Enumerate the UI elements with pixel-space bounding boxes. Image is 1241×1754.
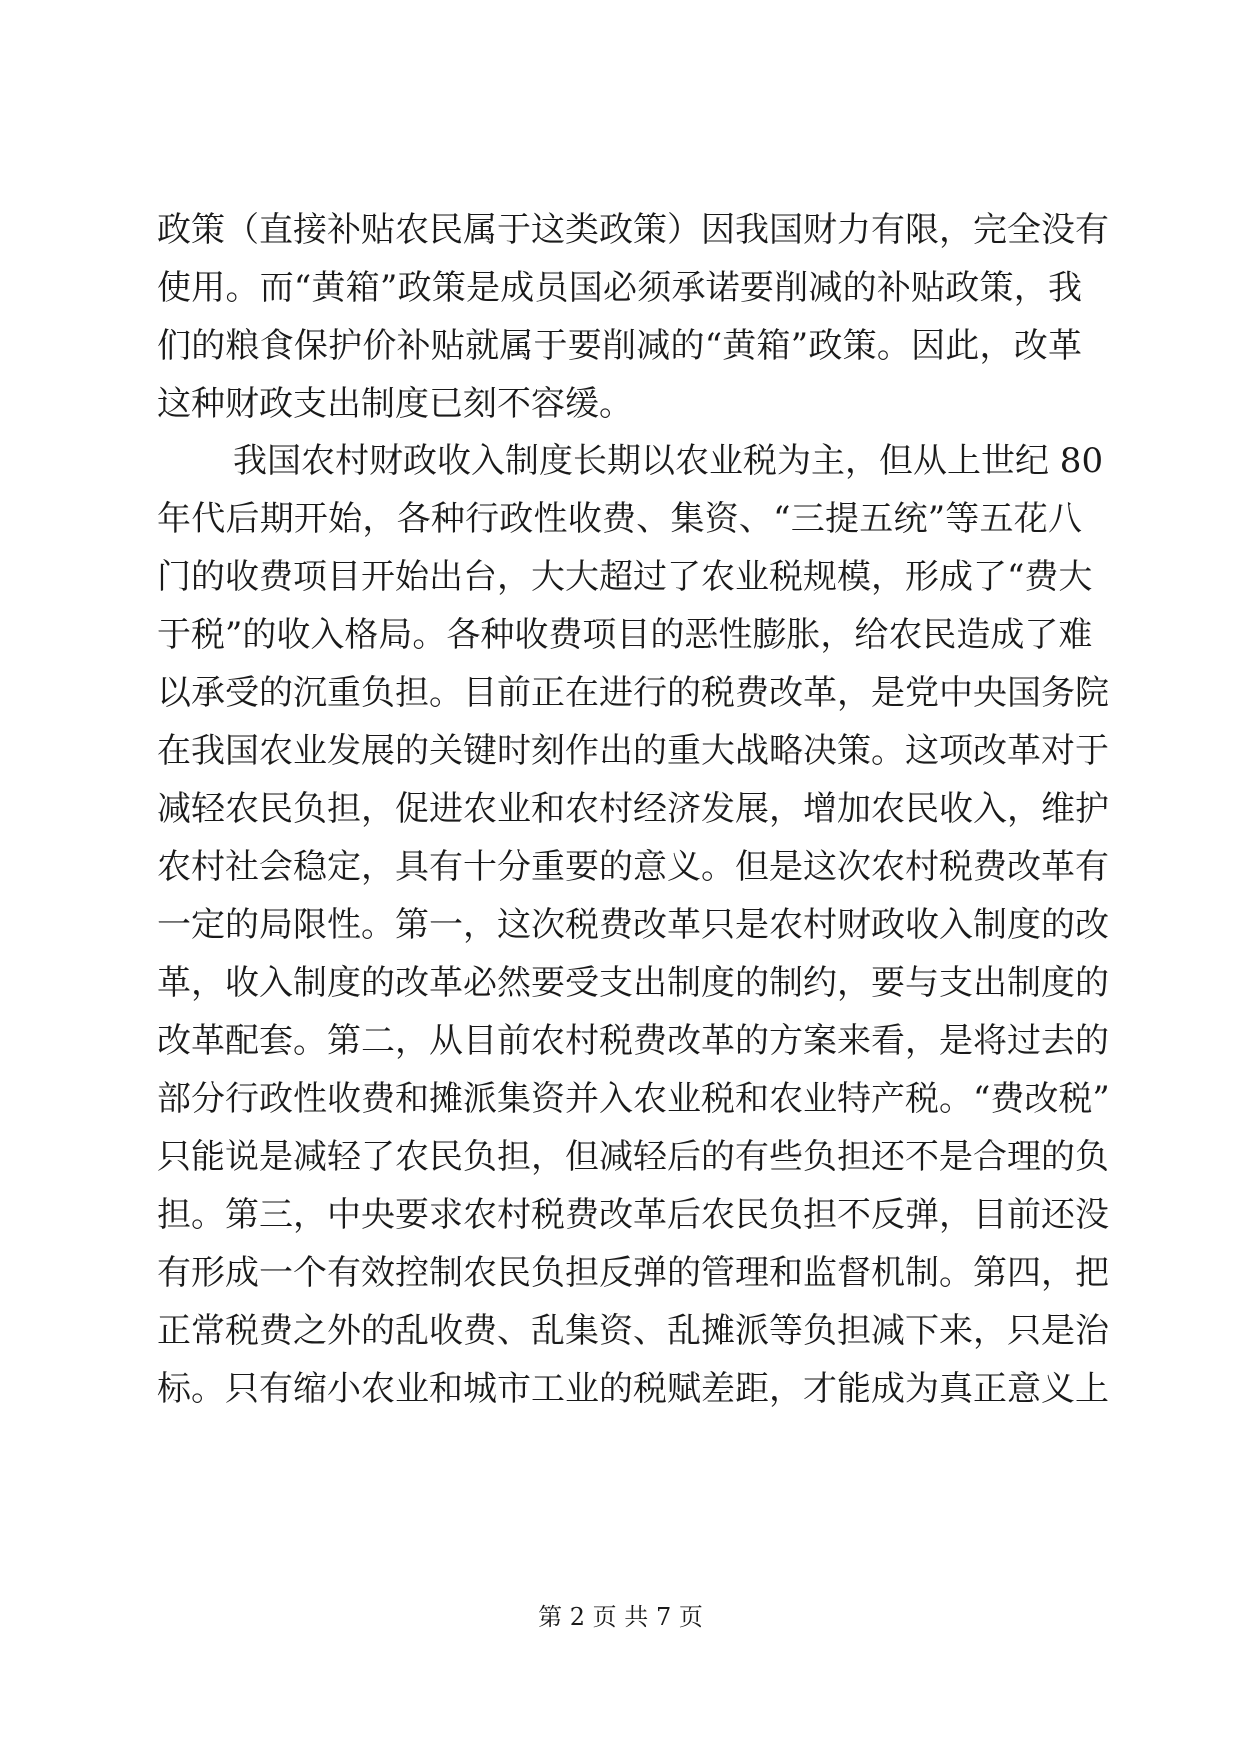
text-line: 一定的局限性。第一，这次税费改革只是农村财政收入制度的改 <box>157 905 1109 945</box>
text-line: 这种财政支出制度已刻不容缓。 <box>157 384 633 424</box>
text-line: 部分行政性收费和摊派集资并入农业税和农业特产税。“费改税” <box>157 1079 1110 1119</box>
text-line: 以承受的沉重负担。目前正在进行的税费改革，是党中央国务院 <box>157 673 1109 713</box>
text-line: 担。第三，中央要求农村税费改革后农民负担不反弹，目前还没 <box>157 1195 1109 1235</box>
text-line: 革，收入制度的改革必然要受支出制度的制约，要与支出制度的 <box>157 963 1109 1003</box>
page-number-footer: 第 2 页 共 7 页 <box>538 1603 703 1631</box>
text-line: 只能说是减轻了农民负担，但减轻后的有些负担还不是合理的负 <box>157 1137 1109 1177</box>
paragraph-first-line: 我国农村财政收入制度长期以农业税为主，但从上世纪 80 <box>233 441 1104 481</box>
text-line: 于税”的收入格局。各种收费项目的恶性膨胀，给农民造成了难 <box>157 615 1093 655</box>
text-line: 正常税费之外的乱收费、乱集资、乱摊派等负担减下来，只是治 <box>157 1311 1109 1351</box>
text-line: 标。只有缩小农业和城市工业的税赋差距，才能成为真正意义上 <box>157 1369 1109 1409</box>
text-line: 使用。而“黄箱”政策是成员国必须承诺要削减的补贴政策，我 <box>157 268 1082 308</box>
text-line: 减轻农民负担，促进农业和农村经济发展，增加农民收入，维护 <box>157 789 1109 829</box>
text-line: 在我国农业发展的关键时刻作出的重大战略决策。这项改革对于 <box>157 731 1109 771</box>
text-line: 们的粮食保护价补贴就属于要削减的“黄箱”政策。因此，改革 <box>157 326 1082 366</box>
text-line: 农村社会稳定，具有十分重要的意义。但是这次农村税费改革有 <box>157 847 1109 887</box>
text-line: 政策（直接补贴农民属于这类政策）因我国财力有限，完全没有 <box>157 210 1109 250</box>
text-line: 改革配套。第二，从目前农村税费改革的方案来看，是将过去的 <box>157 1021 1109 1061</box>
text-line: 有形成一个有效控制农民负担反弹的管理和监督机制。第四，把 <box>157 1253 1109 1293</box>
text-line: 年代后期开始，各种行政性收费、集资、“三提五统”等五花八 <box>157 499 1082 539</box>
text-line: 门的收费项目开始出台，大大超过了农业税规模，形成了“费大 <box>157 557 1093 597</box>
